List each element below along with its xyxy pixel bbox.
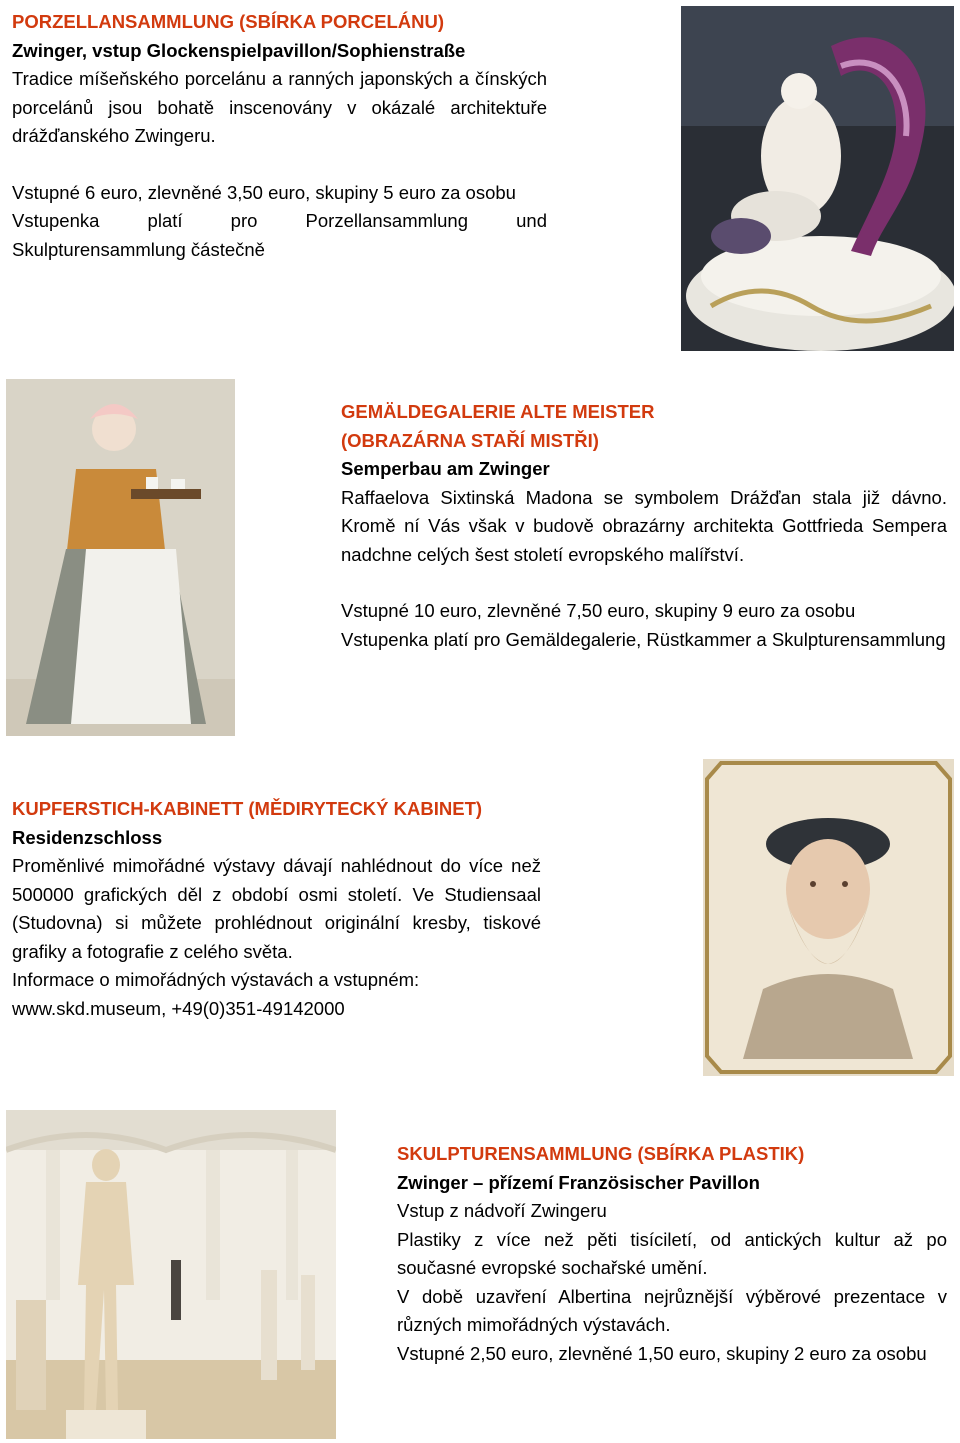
sculpture-subtitle: Zwinger – přízemí Französischer Pavillon — [397, 1171, 760, 1193]
old-masters-admission: Vstupné 10 euro, zlevněné 7,50 euro, skupiny 9 euro za osobu — [341, 600, 856, 621]
section-old-masters — [341, 398, 947, 654]
kupferstich-info: Informace o mimořádných výstavách a vstupném: — [12, 969, 420, 990]
porcelain-figurine-image — [681, 6, 954, 351]
old-masters-title-line1: GEMÄLDEGALERIE ALTE MEISTER — [341, 401, 655, 422]
kupferstich-title: KUPFERSTICH-KABINETT (MĚDIRYTECKÝ KABINET) — [12, 798, 483, 819]
porcelain-ticket: Vstupenka platí pro Porzellansammlung und Skulpturensammlung částečně — [12, 210, 547, 260]
sculpture-admission: Vstupné 2,50 euro, zlevněné 1,50 euro, skupiny 2 euro za osobu — [397, 1342, 927, 1364]
section-porcelain — [12, 8, 547, 264]
porcelain-title: PORZELLANSAMMLUNG (SBÍRKA PORCELÁNU) — [12, 11, 444, 32]
sculpture-description: Plastiky z více než pěti tisíciletí, od antických kultur až po současné evropské sochařské umění. — [397, 1228, 947, 1278]
chocolate-girl-painting-image — [6, 379, 235, 736]
portrait-drawing-image — [703, 759, 954, 1076]
section-sculpture — [397, 1140, 947, 1368]
old-masters-subtitle: Semperbau am Zwinger — [341, 458, 550, 479]
sculpture-note: V době uzavření Albertina nejrůznější výběrové prezentace v různých mimořádných výstavách. — [397, 1285, 947, 1335]
kupferstich-contact: www.skd.museum, +49(0)351-49142000 — [12, 997, 345, 1019]
kupferstich-description: Proměnlivé mimořádné výstavy dávají nahlédnout do více než 500000 grafických děl z období osmi století. Ve Studiensaal (Studovna) si můžete prohlédnout originální kresby, tiskové grafiky a fotografie z celého světa. — [12, 855, 541, 962]
section-kupferstich — [12, 795, 541, 1023]
kupferstich-subtitle: Residenzschloss — [12, 826, 163, 848]
porcelain-description: Tradice míšeňského porcelánu a ranných japonských a čínských porcelánů jsou bohatě inscenovány v okázalé architektuře drážďanského Zwingeru. — [12, 68, 547, 146]
porcelain-admission: Vstupné 6 euro, zlevněné 3,50 euro, skupiny 5 euro za osobu — [12, 181, 516, 203]
porcelain-subtitle: Zwinger, vstup Glockenspielpavillon/Sophienstraße — [12, 39, 466, 61]
old-masters-ticket: Vstupenka platí pro Gemäldegalerie, Rüstkammer a Skulpturensammlung — [341, 628, 946, 650]
sculpture-entrance: Vstup z nádvoří Zwingeru — [397, 1200, 607, 1221]
sculpture-hall-photo-image — [6, 1110, 336, 1439]
old-masters-title-line2: (OBRAZÁRNA STAŘÍ MISTŘI) — [341, 429, 599, 451]
sculpture-title: SKULPTURENSAMMLUNG (SBÍRKA PLASTIK) — [397, 1143, 805, 1164]
old-masters-description: Raffaelova Sixtinská Madona se symbolem Drážďan stala již dávno. Kromě ní Vás však v budově obrazárny architekta Gottfrieda Sempera nadchne celých šest století evropského malířství. — [341, 486, 947, 565]
